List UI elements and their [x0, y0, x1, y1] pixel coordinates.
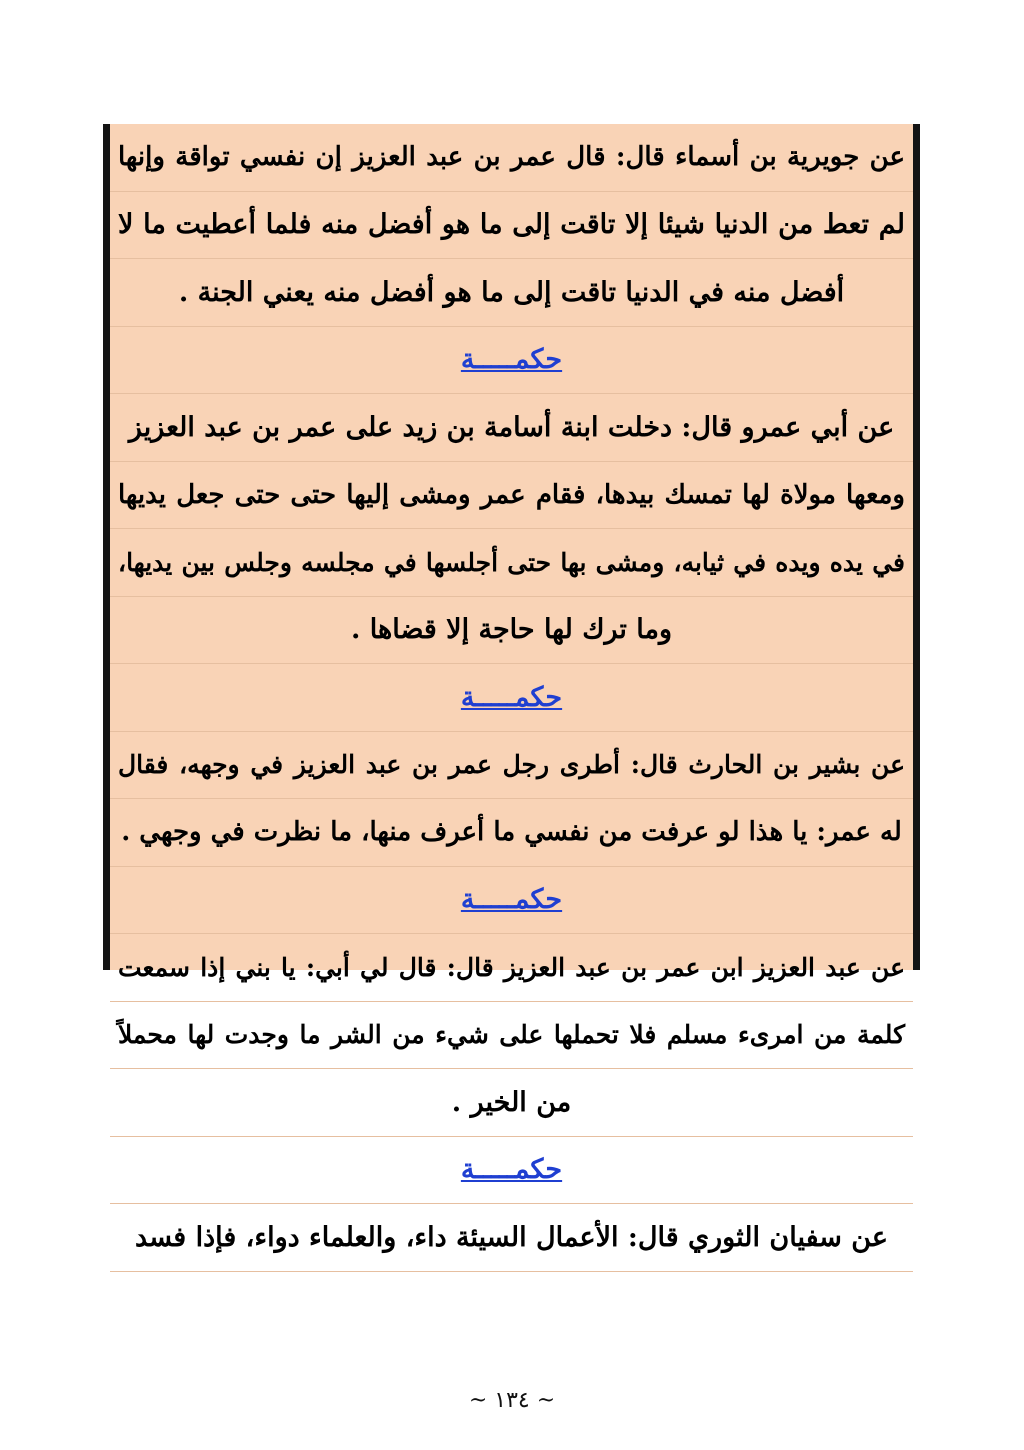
- text-line-last: [110, 799, 913, 867]
- text-line: [110, 732, 913, 800]
- text-line: [110, 529, 913, 597]
- text-rows: [110, 124, 913, 1272]
- line-text: من الخير .: [451, 1086, 572, 1118]
- section-heading-link[interactable]: حكمـــــة: [460, 884, 563, 916]
- line-text: عن بشير بن الحارث قال: أطرى رجل عمر بن عبد العزيز في وجهه، فقال: [118, 750, 905, 780]
- section-heading: [110, 867, 913, 935]
- section-heading: [110, 1137, 913, 1205]
- line-text: ومعها مولاة لها تمسك بيدها، فقام عمر ومشى إليها حتى حتى جعل يديها: [118, 479, 905, 510]
- text-line: [110, 124, 913, 192]
- text-line: [110, 192, 913, 260]
- text-line-last: [110, 597, 913, 665]
- text-line: [110, 934, 913, 1002]
- text-line: [110, 1002, 913, 1070]
- line-text: لم تعط من الدنيا شيئا إلا تاقت إلى ما هو أفضل منه فلما أعطيت ما لا: [118, 209, 905, 241]
- line-text: له عمر: يا هذا لو عرفت من نفسي ما أعرف منها، ما نظرت في وجهي .: [121, 817, 902, 848]
- section-heading-link[interactable]: حكمـــــة: [460, 681, 563, 713]
- page-frame: [103, 124, 920, 1253]
- section-heading: [110, 327, 913, 395]
- section-heading: [110, 664, 913, 732]
- section-heading-link[interactable]: حكمـــــة: [460, 344, 563, 376]
- line-text: أفضل منه في الدنيا تاقت إلى ما هو أفضل منه يعني الجنة .: [178, 276, 845, 308]
- text-line: [110, 462, 913, 530]
- line-text: عن أبي عمرو قال: دخلت ابنة أسامة بن زيد على عمر بن عبد العزيز: [128, 411, 895, 443]
- section-heading-link[interactable]: حكمـــــة: [460, 1154, 563, 1186]
- line-text: عن سفيان الثوري قال: الأعمال السيئة داء، والعلماء دواء، فإذا فسد: [135, 1221, 888, 1253]
- line-text: عن جويرية بن أسماء قال: قال عمر بن عبد العزيز إن نفسي تواقة وإنها: [118, 142, 905, 173]
- line-text: كلمة من امرىء مسلم فلا تحملها على شيء من الشر ما وجدت لها محملاً: [118, 1020, 905, 1050]
- line-text: في يده ويده في ثيابه، ومشى بها حتى أجلسها في مجلسه وجلس بين يديها،: [118, 547, 905, 577]
- line-text: وما ترك لها حاجة إلا قضاها .: [350, 614, 673, 646]
- text-line: [110, 1204, 913, 1272]
- page-number: ~ ١٣٤ ~: [468, 1388, 556, 1413]
- line-text: عن عبد العزيز ابن عمر بن عبد العزيز قال: قال لي أبي: يا بني إذا سمعت: [118, 952, 905, 982]
- text-line-last: [110, 259, 913, 327]
- text-line: [110, 394, 913, 462]
- text-line-last: [110, 1069, 913, 1137]
